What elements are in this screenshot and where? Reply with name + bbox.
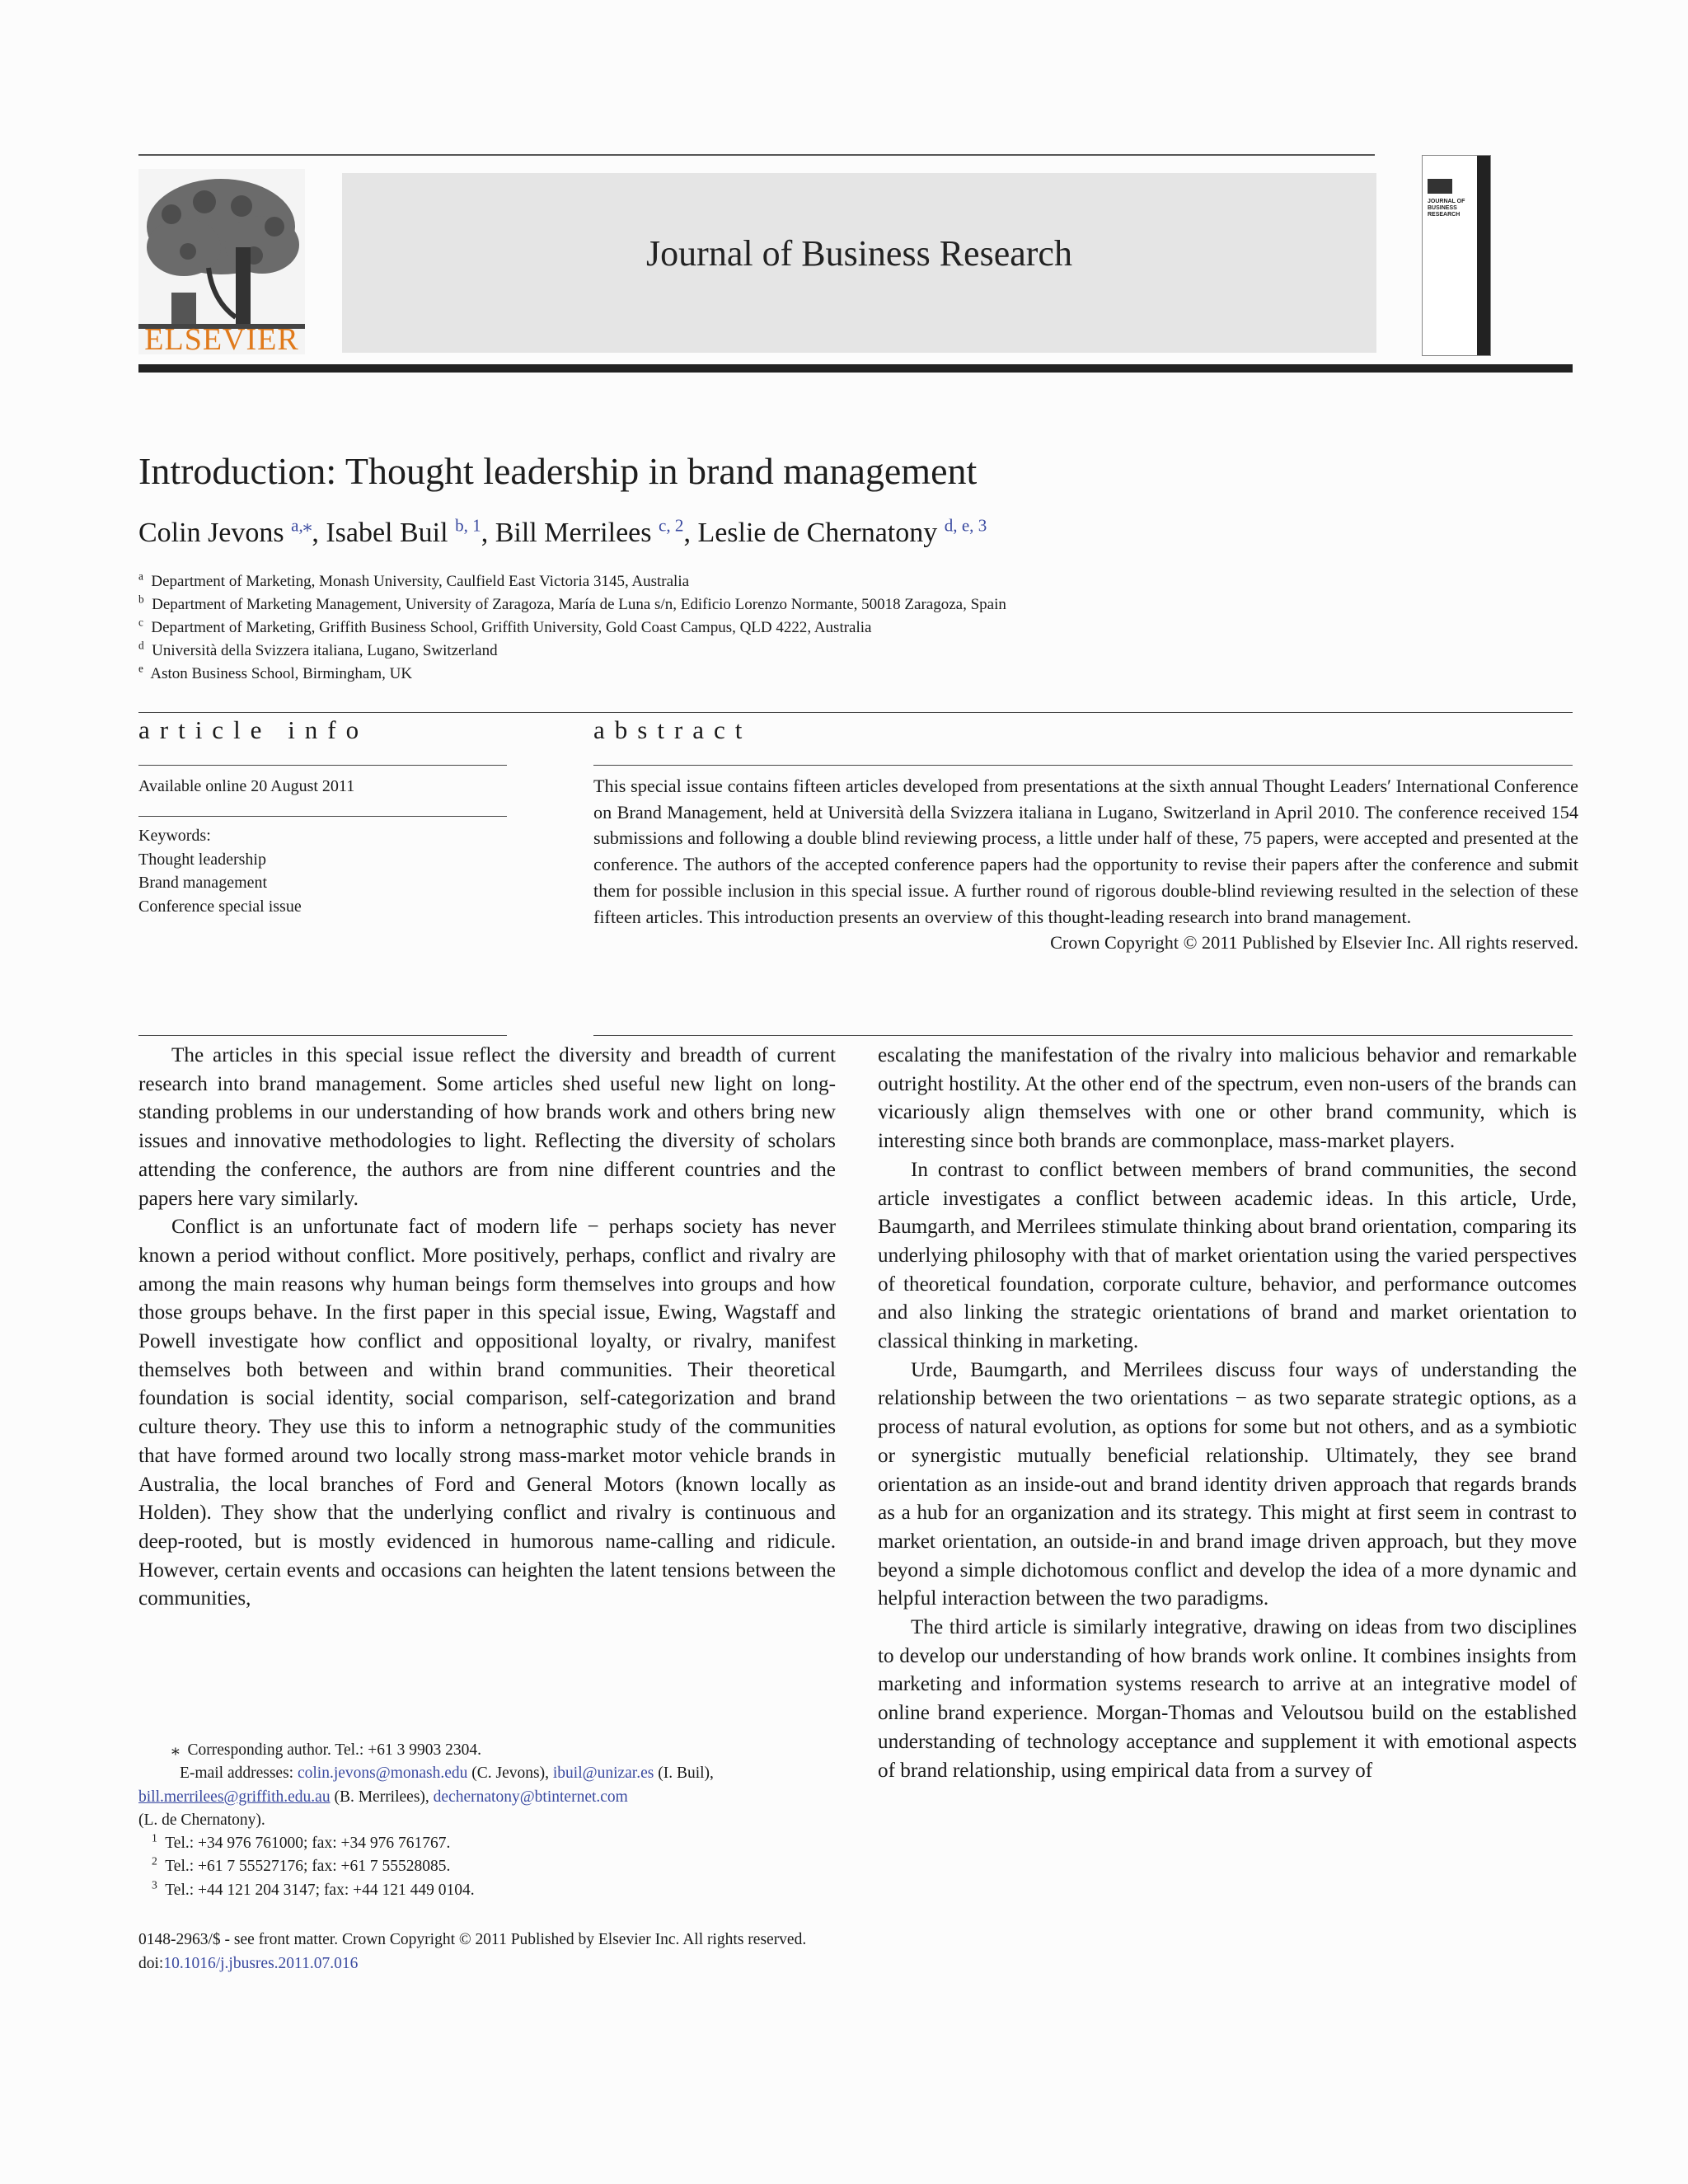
author-separator: , [312, 518, 319, 548]
body-right-column [878, 1042, 1577, 1785]
corresponding-footnote [138, 1739, 835, 1762]
doi-link[interactable]: 10.1016/j.jbusres.2011.07.016 [163, 1954, 359, 1972]
author-list [138, 515, 987, 549]
body-paragraph: Conflict is an unfortunate fact of modern life − perhaps society has never known a period without conflict. More positively, perhaps, conflict and rivalry are among the main reasons why human beings form themselves into groups and how those groups behave. In the first paper in this special issue, Ewing, Wagstaff and Powell investigate how conflict and oppositional loyalty, or rivalry, manifest themselves both between and within brand communities. Their theoretical foundation is social identity, social comparison, self-categorization and brand culture theory. They use this to inform a netnographic study of the communities that have formed around two locally strong mass-market motor vehicle brands in Australia, the local branches of Ford and General Motors (known locally as Holden). They show that the underlying conflict and rivalry is continuous and deep-rooted, but is mostly evidenced in humorous name-calling and ridicule. However, certain events and occasions can heighten the latent tensions between the communities, [138, 1216, 836, 1610]
author-separator: , [683, 518, 691, 548]
affiliation-key: b [138, 593, 144, 606]
email-owner: (I. Buil), [658, 1765, 714, 1783]
keyword-item[interactable]: Brand management [138, 874, 268, 892]
info-rule [138, 765, 507, 766]
author-affil-sup[interactable]: a, [291, 515, 303, 536]
keywords-label: Keywords: [138, 827, 211, 845]
available-online: Available online 20 August 2011 [138, 777, 355, 795]
affiliation-item [138, 570, 1006, 593]
author-name[interactable]: Leslie de Chernatony [697, 518, 938, 548]
cover-badge [1428, 179, 1452, 194]
email-link[interactable]: ibuil@unizar.es [552, 1765, 654, 1783]
star-icon: ⁎ [171, 1741, 180, 1759]
doi-label: doi: [138, 1954, 164, 1972]
author-name[interactable]: Colin Jevons [138, 518, 284, 548]
body-paragraph: In contrast to conflict between members of brand communities, the second article investigates a conflict between academic ideas. In this article, Urde, Baumgarth, and Merrilees stimulate thinking about brand orientation, comparing its underlying philosophy with that of market orientation using the varied perspectives of theoretical foundation, corporate culture, behavior, and performance outcomes and also linking the strategic orientations of brand and market orientation to classical thinking in marketing. [878, 1158, 1577, 1353]
abstract-heading: abstract [593, 715, 753, 744]
affiliation-text: Department of Marketing, Griffith Business School, Griffith University, Gold Coast Campus, QLD 4222, Australia [151, 619, 872, 636]
affiliation-key: a [138, 569, 143, 583]
footnote-text: Tel.: +44 121 204 3147; fax: +44 121 449 0104. [165, 1881, 475, 1899]
keyword-item[interactable]: Conference special issue [138, 897, 302, 916]
author-affil-sup[interactable]: b, 1 [455, 515, 481, 536]
header-top-rule [138, 154, 1375, 156]
body-rule [593, 1035, 1573, 1036]
body-paragraph: escalating the manifestation of the rivalry into malicious behavior and remarkable outright hostility. At the other end of the spectrum, even non-users of the brands can vicariously align themselves with one or other brand community, which is interesting since both brands are commonplace, mass-market players. [878, 1044, 1577, 1153]
tel-footnote [138, 1832, 835, 1855]
footnote-text: Tel.: +61 7 55527176; fax: +61 7 55528085. [165, 1858, 451, 1876]
affiliation-text: Università della Svizzera italiana, Lugano, Switzerland [152, 642, 498, 659]
body-left-column [138, 1042, 836, 1614]
affiliation-item [138, 593, 1006, 616]
cover-spine [1477, 156, 1490, 355]
journal-name[interactable]: Journal of Business Research [646, 233, 1072, 274]
footnote-text: Tel.: +34 976 761000; fax: +34 976 761767. [165, 1835, 451, 1853]
email-link[interactable]: colin.jevons@monash.edu [297, 1765, 468, 1783]
email-owner: (C. Jevons), [471, 1765, 549, 1783]
corresponding-text: Corresponding author. Tel.: +61 3 9903 2304. [187, 1741, 481, 1759]
tel-footnote [138, 1855, 835, 1878]
article-title: Introduction: Thought leadership in brand management [138, 450, 978, 492]
article-info-heading: article info [138, 715, 369, 744]
affiliation-item [138, 663, 1006, 686]
body-paragraph: Urde, Baumgarth, and Merrilees discuss four ways of understanding the relationship between the two orientations − as two separate strategic options, as a process of natural evolution, as options for some but not others, and as a symbiotic or synergistic mutually beneficial relationship. Ultimately, they see brand orientation as an inside-out and brand identity driven approach that regards brands as a hub for an organization and its strategy. This might at first seem in contrast to market orientation, an outside-in and brand image driven approach, but they move beyond a simple dichotomous conflict and develop the idea of a more dynamic and helpful interaction between the two paradigms. [878, 1358, 1577, 1610]
author-name[interactable]: Isabel Buil [326, 518, 448, 548]
corresponding-star-icon[interactable]: ⁎ [302, 515, 312, 536]
footnote-num: 3 [152, 1878, 157, 1891]
email-owner: (L. de Chernatony). [138, 1811, 265, 1829]
affiliation-key: d [138, 639, 144, 652]
affiliation-text: Aston Business School, Birmingham, UK [150, 665, 413, 682]
footer-copyright: 0148-2963/$ - see front matter. Crown Copyright © 2011 Published by Elsevier Inc. All rights reserved. [138, 1931, 807, 1948]
email-owner: (B. Merrilees), [334, 1788, 429, 1806]
publisher-logo-text: ELSEVIER [144, 322, 299, 357]
author-affil-sup[interactable]: d, e, 3 [944, 515, 987, 536]
email-footnote-cont [138, 1786, 835, 1809]
keyword-item[interactable]: Thought leadership [138, 850, 266, 869]
abstract-paragraph: This special issue contains fifteen articles developed from presentations at the sixth annual Thought Leaders′ International Conference on Brand Management, held at Università della Svizzera italiana in Lugano, Switzerland in April 2010. The conference received 154 submissions and following a double blind reviewing process, a little under half of these, 75 papers, were accepted and presented at the conference. The authors of the accepted conference papers had the opportunity to revise their papers after the conference and submit them for possible inclusion in this special issue. A further round of rigorous double-blind reviewing resulted in the selection of these fifteen articles. This introduction presents an overview of this thought-leading research into brand management. [593, 776, 1578, 927]
author-separator: , [481, 518, 489, 548]
email-label: E-mail addresses: [180, 1765, 294, 1783]
info-rule [138, 816, 507, 817]
footnote-num: 1 [152, 1831, 157, 1844]
affiliation-text: Department of Marketing, Monash University, Caulfield East Victoria 3145, Australia [151, 573, 690, 590]
email-link[interactable]: dechernatony@btinternet.com [433, 1788, 628, 1806]
abstract-copyright: Crown Copyright © 2011 Published by Elsevier Inc. All rights reserved. [1050, 932, 1578, 954]
author-affil-sup[interactable]: c, 2 [659, 515, 684, 536]
abstract-body [593, 773, 1578, 956]
body-paragraph: The articles in this special issue reflect the diversity and breadth of current research into brand management. Some articles shed useful new light on long-standing problems in our understanding of how brands work and others bring new issues and innovative methodologies to light. Reflecting the diversity of scholars attending the conference, the authors are from nine different countries and the papers here vary similarly. [138, 1044, 836, 1210]
journal-cover-thumbnail[interactable] [1422, 155, 1491, 356]
tel-footnote [138, 1879, 835, 1902]
email-footnote [138, 1762, 835, 1785]
header-thick-rule [138, 364, 1573, 373]
affiliations [138, 570, 1006, 686]
body-paragraph: The third article is similarly integrative, drawing on ideas from two disciplines to develop our understanding of how brands work online. It combines insights from marketing and information systems research to arrive at an integrative model of online brand experience. Morgan-Thomas and Veloutsou build on the established understanding of technology acceptance and supplement it with emotional aspects of brand relationship, using empirical data from a survey of [878, 1616, 1577, 1782]
affiliation-key: c [138, 616, 143, 629]
info-top-rule [138, 712, 1573, 713]
affiliation-text: Department of Marketing Management, University of Zaragoza, María de Luna s/n, Edificio Lorenzo Normante, 50018 Zaragoza, Spain [152, 596, 1006, 613]
doi-line [138, 1952, 806, 1976]
keywords [138, 824, 302, 918]
body-rule [138, 1035, 507, 1036]
affiliation-key: e [138, 662, 143, 675]
author-name[interactable]: Bill Merrilees [495, 518, 652, 548]
footnote-num: 2 [152, 1854, 157, 1868]
footnotes [138, 1739, 835, 1902]
affiliation-item [138, 616, 1006, 640]
page-footer [138, 1929, 806, 1975]
email-link[interactable]: bill.merrilees@griffith.edu.au [138, 1788, 331, 1806]
elsevier-logo[interactable] [138, 169, 305, 357]
abstract-rule [593, 765, 1573, 766]
cover-title: JOURNAL OF BUSINESS RESEARCH [1428, 199, 1465, 218]
affiliation-item [138, 640, 1006, 663]
